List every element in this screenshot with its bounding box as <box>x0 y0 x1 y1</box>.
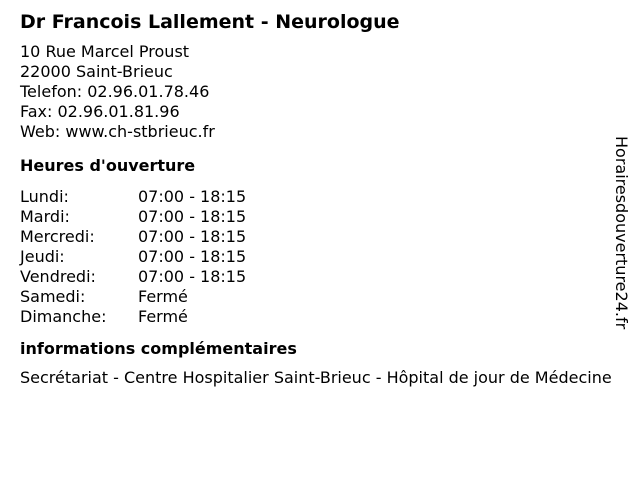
fax-number: Fax: 02.96.01.81.96 <box>20 102 180 121</box>
day-label: Dimanche: <box>20 307 107 326</box>
day-hours: 07:00 - 18:15 <box>138 267 247 286</box>
phone-number: Telefon: 02.96.01.78.46 <box>20 82 210 101</box>
hours-row-thursday <box>20 247 620 267</box>
day-label: Jeudi: <box>20 247 65 266</box>
additional-info-heading: informations complémentaires <box>20 339 297 358</box>
day-label: Vendredi: <box>20 267 96 286</box>
hours-row-monday <box>20 187 620 207</box>
address-city: 22000 Saint-Brieuc <box>20 62 173 81</box>
address-street: 10 Rue Marcel Proust <box>20 42 190 61</box>
opening-hours-table <box>20 187 620 327</box>
business-card <box>20 8 620 388</box>
hours-row-wednesday <box>20 227 620 247</box>
day-hours: 07:00 - 18:15 <box>138 227 247 246</box>
hours-row-saturday <box>20 287 620 307</box>
day-label: Mardi: <box>20 207 70 226</box>
day-label: Mercredi: <box>20 227 95 246</box>
website: Web: www.ch-stbrieuc.fr <box>20 122 215 141</box>
additional-info-text: Secrétariat - Centre Hospitalier Saint-Brieuc - Hôpital de jour de Médecine <box>20 368 612 387</box>
opening-hours-heading: Heures d'ouverture <box>20 156 196 175</box>
day-hours: 07:00 - 18:15 <box>138 247 247 266</box>
site-watermark: Horairesdouverture24.fr <box>612 136 631 330</box>
hours-row-friday <box>20 267 620 287</box>
contact-block <box>20 42 620 142</box>
hours-row-sunday <box>20 307 620 327</box>
page-title: Dr Francois Lallement - Neurologue <box>20 11 400 33</box>
day-hours: 07:00 - 18:15 <box>138 207 247 226</box>
day-hours: Fermé <box>138 287 188 306</box>
day-hours: 07:00 - 18:15 <box>138 187 247 206</box>
hours-row-tuesday <box>20 207 620 227</box>
day-hours: Fermé <box>138 307 188 326</box>
day-label: Samedi: <box>20 287 86 306</box>
day-label: Lundi: <box>20 187 69 206</box>
